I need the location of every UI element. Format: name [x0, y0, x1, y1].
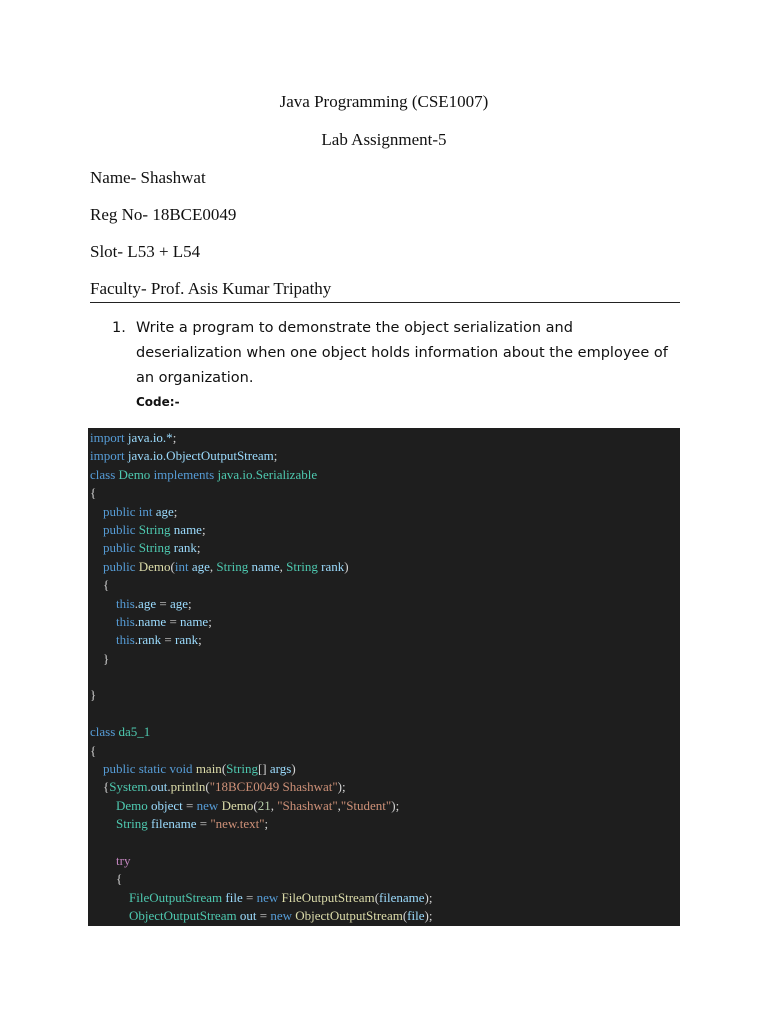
code-token: void [169, 761, 193, 777]
code-token: filename [379, 889, 425, 905]
code-token: = [156, 595, 170, 611]
code-line [90, 613, 432, 631]
code-token: ObjectOutputStream [295, 908, 403, 924]
code-token: String [138, 521, 171, 537]
code-token: "18BCE0049 Shashwat" [209, 779, 338, 795]
code-line [90, 466, 432, 484]
code-token: age [191, 558, 210, 574]
code-token [90, 632, 116, 647]
code-token: int [174, 558, 189, 574]
code-line [90, 484, 432, 502]
code-token: ); [424, 889, 433, 905]
code-token: new [196, 797, 219, 813]
code-token: . [167, 779, 171, 795]
code-token: ; [173, 503, 178, 519]
code-token: java.io.* [127, 430, 173, 445]
code-token: String [116, 816, 148, 832]
code-line [90, 705, 432, 723]
code-token: { [90, 871, 123, 887]
code-token: "Shashwat" [277, 797, 338, 813]
code-token: da5_1 [118, 724, 151, 740]
code-token: } [90, 650, 110, 666]
code-token [90, 761, 103, 776]
code-token: main [195, 761, 222, 777]
code-token: . [134, 632, 139, 648]
code-token: public [103, 521, 136, 537]
code-token [90, 559, 103, 574]
code-token [90, 908, 129, 923]
code-token: "Student" [340, 797, 392, 813]
code-token: ; [198, 632, 202, 648]
code-token: name [251, 558, 280, 574]
code-token [90, 853, 116, 868]
code-token: this [116, 595, 135, 611]
code-token: age [169, 595, 188, 611]
code-token: Demo [138, 558, 171, 574]
question-item [112, 316, 682, 391]
code-token: rank [175, 632, 199, 648]
code-line [90, 870, 432, 888]
code-token: ); [337, 779, 346, 795]
assignment-subtitle: Lab Assignment-5 [321, 130, 447, 149]
student-name: Name- Shashwat [90, 168, 206, 187]
code-line [90, 429, 432, 447]
code-token: file [407, 908, 425, 924]
code-token: , [270, 797, 278, 813]
code-token: public [103, 540, 136, 556]
code-token: = [196, 816, 211, 832]
code-token: java.io.ObjectOutputStream [127, 448, 274, 464]
code-token [90, 504, 103, 519]
registration-number: Reg No- 18BCE0049 [90, 205, 237, 224]
code-token: = [256, 908, 271, 924]
code-token [90, 816, 116, 831]
code-line [90, 742, 432, 760]
code-line [90, 852, 432, 870]
code-token: ; [196, 540, 201, 556]
code-token: String [226, 761, 258, 777]
code-token: , [337, 797, 341, 813]
code-token: } [90, 687, 97, 703]
code-token: ( [402, 908, 408, 924]
code-token: rank [321, 558, 345, 574]
code-lines [90, 429, 432, 926]
code-token: ; [187, 595, 192, 611]
code-token: this [116, 632, 135, 648]
code-token: { [90, 577, 110, 593]
code-token: ); [424, 908, 433, 924]
code-token: new [256, 889, 279, 905]
code-token: this [116, 613, 135, 629]
code-token: Demo [221, 797, 254, 813]
code-token: ; [172, 430, 177, 445]
code-token: class [90, 724, 116, 740]
code-token: file [225, 889, 243, 905]
code-token: String [286, 558, 318, 574]
code-token [90, 596, 116, 611]
code-token: ( [205, 779, 210, 795]
code-token: static [138, 761, 167, 777]
code-line [90, 834, 432, 852]
code-token: age [138, 595, 157, 611]
code-line [90, 631, 432, 649]
code-token: , [209, 558, 217, 574]
code-token: ( [221, 761, 227, 777]
code-token: new [270, 908, 292, 924]
header-divider [90, 302, 680, 303]
code-token: = [182, 797, 197, 813]
code-token: ( [253, 797, 258, 813]
code-line [90, 907, 432, 925]
code-token: ; [273, 448, 278, 464]
code-token: ); [391, 797, 400, 813]
code-line [90, 797, 432, 815]
code-token: ObjectOutputStream [129, 908, 237, 924]
code-token: age [155, 503, 174, 519]
code-label: Code:- [136, 395, 180, 409]
code-line [90, 889, 432, 907]
code-token: ; [201, 521, 206, 537]
code-token: ) [291, 761, 296, 777]
code-token: ; [208, 613, 212, 629]
code-token: rank [138, 632, 162, 648]
code-token: class [90, 466, 116, 482]
code-token: . [134, 613, 139, 629]
code-token [90, 798, 116, 813]
code-token: 21 [257, 797, 271, 813]
code-token: java.io.Serializable [217, 466, 318, 482]
code-token: out [239, 908, 257, 924]
faculty-info: Faculty- Prof. Asis Kumar Tripathy [90, 279, 332, 298]
code-token: . [134, 595, 139, 611]
code-token: name [138, 613, 167, 629]
document-title: Java Programming (CSE1007) [279, 92, 489, 111]
code-token: public [103, 761, 136, 777]
code-token: ( [374, 889, 380, 905]
code-token: filename [151, 816, 197, 832]
code-line [90, 521, 432, 539]
code-token: name [173, 521, 202, 537]
code-line [90, 576, 432, 594]
code-line [90, 650, 432, 668]
code-token: = [242, 889, 257, 905]
code-line [90, 760, 432, 778]
code-line [90, 503, 432, 521]
code-token: public [103, 558, 136, 574]
code-token: System [109, 779, 148, 795]
code-token: String [138, 540, 171, 556]
code-token: implements [153, 466, 215, 482]
code-token: rank [173, 540, 197, 556]
code-token: { [90, 779, 110, 795]
code-token: { [90, 485, 97, 501]
code-token: , [279, 558, 287, 574]
code-line [90, 668, 432, 686]
code-token [90, 614, 116, 629]
code-line [90, 539, 432, 557]
code-line [90, 778, 432, 796]
code-token: = [166, 613, 181, 629]
code-token: println [170, 779, 206, 795]
code-token: int [138, 503, 153, 519]
question-number: 1. [112, 320, 126, 336]
code-token: import [90, 448, 125, 464]
code-block [88, 428, 680, 926]
code-line [90, 723, 432, 741]
code-token: . [147, 779, 151, 795]
slot-info: Slot- L53 + L54 [90, 242, 201, 261]
code-token: "new.text" [210, 816, 265, 832]
code-token: name [180, 613, 209, 629]
code-line [90, 558, 432, 576]
code-token: { [90, 742, 97, 758]
code-token: ) [344, 558, 349, 574]
code-token: import [90, 430, 125, 445]
code-line [90, 447, 432, 465]
code-token: FileOutputStream [281, 889, 375, 905]
code-line [90, 595, 432, 613]
code-line [90, 815, 432, 833]
code-token: public [103, 503, 136, 519]
code-token [90, 890, 129, 905]
code-token: try [116, 852, 131, 868]
code-token: Demo [116, 797, 148, 813]
code-token: String [216, 558, 249, 574]
code-token: = [161, 632, 175, 648]
code-token: object [151, 797, 183, 813]
code-token [90, 522, 103, 537]
code-token: FileOutputStream [129, 889, 223, 905]
code-line [90, 686, 432, 704]
code-token: args [269, 761, 292, 777]
code-token: Demo [118, 466, 151, 482]
question-text: Write a program to demonstrate the object serialization and deserialization when one object holds information about the employee of an organization. [136, 320, 668, 386]
code-token [90, 540, 103, 555]
code-token: out [150, 779, 168, 795]
code-token: [] [257, 761, 270, 777]
code-token: ; [264, 816, 269, 832]
code-token: ( [170, 558, 175, 574]
